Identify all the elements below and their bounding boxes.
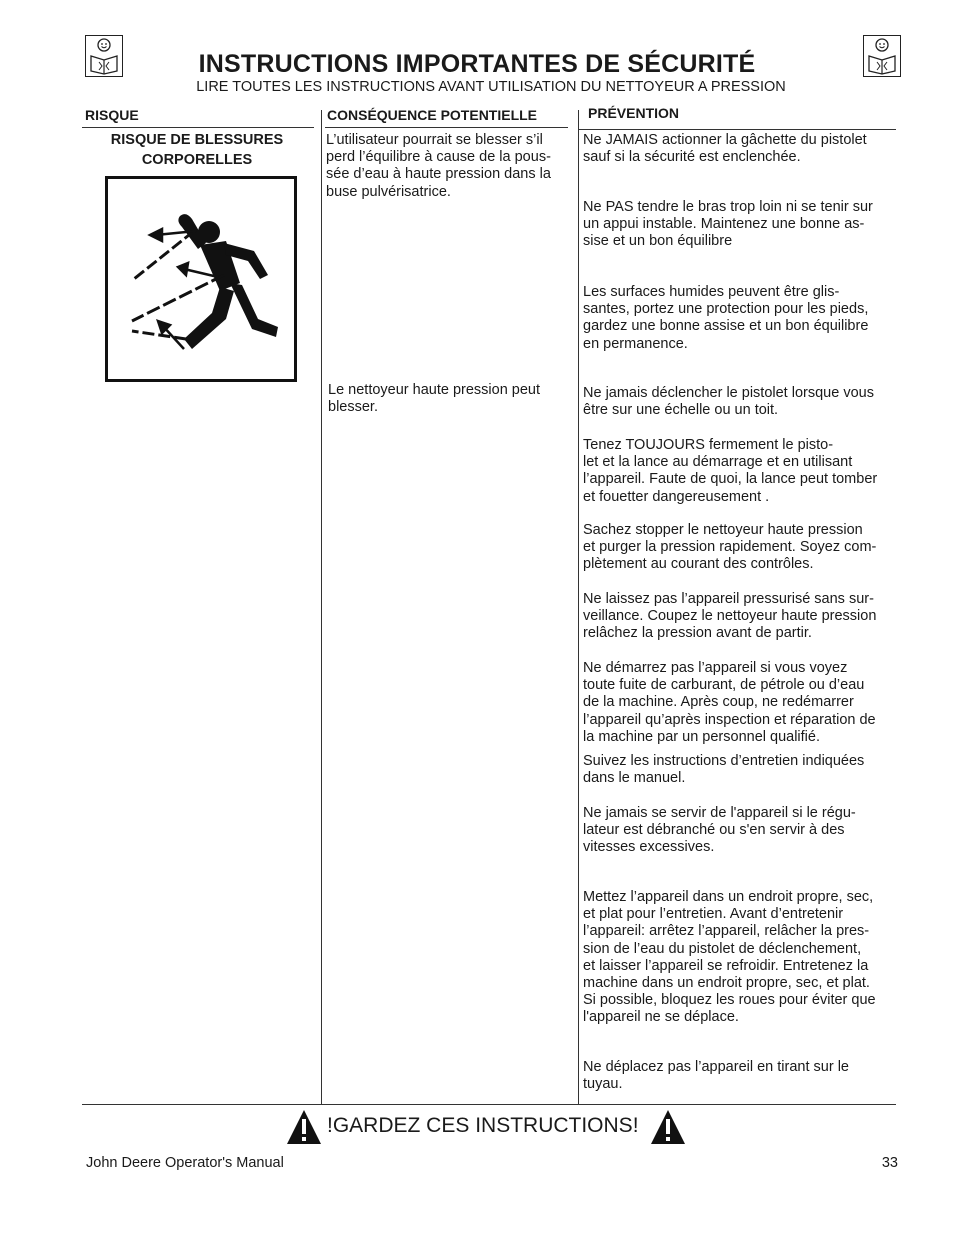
header-rule-risk	[82, 127, 314, 128]
prevention-item: Ne PAS tendre le bras trop loin ni se tenir sur un appui instable. Maintenez une bonne as- sise et un bon équilibre	[583, 199, 873, 250]
prevention-item: Ne jamais déclencher le pistolet lorsque vous être sur une échelle ou un toit.	[583, 385, 874, 419]
keep-instructions-banner: !GARDEZ CES INSTRUCTIONS!	[327, 1114, 639, 1137]
consequence-text: L’utilisateur pourrait se blesser s’il perd l’équilibre à cause de la pous- sée d’eau à haute pression dans la buse pulvérisatrice.	[326, 132, 551, 200]
column-header-prevention: PRÉVENTION	[588, 105, 680, 121]
prevention-item: Sachez stopper le nettoyeur haute pression et purger la pression rapidement. Soyez com- plètement au courant des contrôles.	[583, 522, 877, 573]
water-jet-impact-icon	[105, 176, 297, 382]
prevention-item: Tenez TOUJOURS fermement le pisto- let et la lance au démarrage et en utilisant l’appareil. Faute de quoi, la lance peut tomber et fouetter dangereusement .	[583, 437, 878, 505]
prevention-item: Ne démarrez pas l’appareil si vous voyez toute fuite de carburant, de pétrole ou d’eau de la machine. Après coup, ne redémarrer l’appareil qu’après inspection et réparation de la machine par un personnel qualifié.	[583, 660, 876, 745]
prevention-item: Ne JAMAIS actionner la gâchette du pistolet sauf si la sécurité est enclenchée.	[583, 132, 867, 166]
page-title: INSTRUCTIONS IMPORTANTES DE SÉCURITÉ	[198, 50, 756, 78]
prevention-item: Ne jamais se servir de l'appareil si le régu- lateur est débranché ou s'en servir à des vitesses excessives.	[583, 805, 856, 856]
risk-title: RISQUE DE BLESSURES CORPORELLES	[110, 132, 284, 168]
column-header-consequence: CONSÉQUENCE POTENTIELLE	[327, 107, 538, 123]
warning-triangle-icon	[285, 1108, 323, 1146]
consequence-text: Le nettoyeur haute pression peut blesser.	[328, 382, 541, 416]
warning-triangle-icon	[649, 1108, 687, 1146]
prevention-item: Ne déplacez pas l’appareil en tirant sur le tuyau.	[583, 1059, 849, 1093]
table-bottom-rule	[82, 1104, 896, 1105]
page-subtitle: LIRE TOUTES LES INSTRUCTIONS AVANT UTILISATION DU NETTOYEUR A PRESSION	[196, 79, 786, 95]
column-divider-right	[578, 110, 579, 1105]
footer-manual-title: John Deere Operator's Manual	[86, 1155, 284, 1171]
header-rule-prevention	[579, 129, 896, 130]
prevention-item: Mettez l’appareil dans un endroit propre, sec, et plat pour l’entretien. Avant d’entretenir l’appareil: arrêtez l’appareil, relâcher la pres- sion de l’eau du pistolet de déclenchement, et laisser l’appareil se refroidir. Entretenez la machine dans un endroit propre, sec, et plat. Si possible, bloquez les roues pour éviter que l'appareil ne se déplace.	[583, 889, 876, 1026]
header-rule-consequence	[325, 127, 568, 128]
page-number: 33	[881, 1155, 898, 1171]
prevention-item: Suivez les instructions d’entretien indiquées dans le manuel.	[583, 753, 865, 787]
column-header-risk: RISQUE	[85, 107, 139, 123]
prevention-item: Les surfaces humides peuvent être glis- santes, portez une protection pour les pieds, gardez une bonne assise et un bon équilibre en permanence.	[583, 284, 869, 352]
column-divider-left	[321, 110, 322, 1105]
prevention-item: Ne laissez pas l’appareil pressurisé sans sur- veillance. Coupez le nettoyeur haute pression relâchez la pression avant de partir.	[583, 591, 877, 642]
